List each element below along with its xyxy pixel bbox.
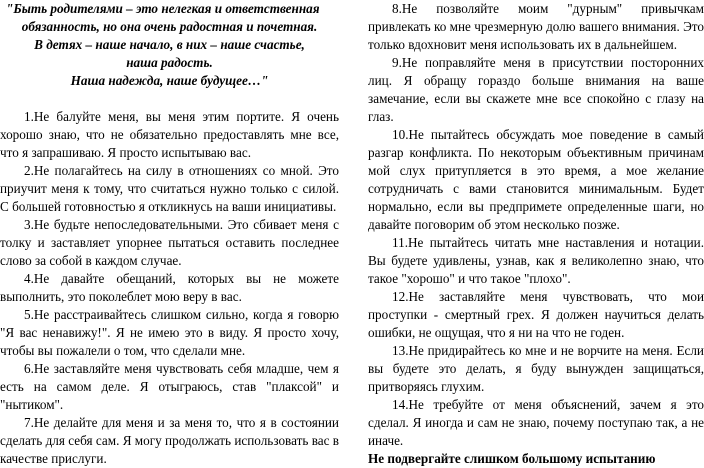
rule-item-5: 5.Не расстраивайтесь слишком сильно, когда я говорю "Я вас ненавижу!". Я не имею это в виду. Я просто хочу, чтобы вы пожалели о том, что сделали мне.: [0, 307, 339, 358]
rule-item-13: 13.Не придирайтесь ко мне и не ворчите на меня. Если вы будете это делать, я буду вынужден защищаться, притворяясь глухим.: [368, 343, 704, 394]
rule-item-3: 3.Не будьте непоследовательными. Это сбивает меня с толку и заставляет упорнее пытаться оставить последнее слово за собой в каждом случае.: [0, 217, 339, 268]
rule-item-12: 12.Не заставляйте меня чувствовать, что мои проступки - смертный грех. Я должен научиться делать ошибки, не ощущая, что я ни на что не годен.: [368, 289, 704, 340]
left-column: [0, 0, 339, 468]
rule-item-14: 14.Не требуйте от меня объяснений, зачем я это сделал. Я иногда и сам не знаю, почему поступаю так, а не иначе.: [368, 397, 704, 448]
rule-item-9: 9.Не поправляйте меня в присутствии посторонних лиц. Я обращу гораздо больше внимания на ваше замечание, если вы скажете мне все спокойно с глазу на глаз.: [368, 55, 704, 124]
rule-item-8: 8.Не позволяйте моим "дурным" привычкам привлекать ко мне чрезмерную долю вашего внимания. Это только вдохновит меня использовать их в дальнейшем.: [368, 1, 704, 52]
rule-item-2: 2.Не полагайтесь на силу в отношениях со мной. Это приучит меня к тому, что считаться нужно только с силой. С большей готовностью я откликнусь на ваши инициативы.: [0, 163, 339, 214]
rule-item-11: 11.Не пытайтесь читать мне наставления и нотации. Вы будете удивлены, узнав, как я великолепно знаю, что такое "хорошо" и что такое "плохо".: [368, 235, 704, 286]
spacer: [0, 90, 339, 108]
rule-item-7: 7.Не делайте для меня и за меня то, что я в состоянии сделать для себя сам. Я могу продолжать использовать вас в качестве прислуги.: [0, 415, 339, 466]
rule-item-4: 4.Не давайте обещаний, которых вы не можете выполнить, это поколеблет мою веру в вас.: [0, 271, 339, 304]
rule-item-10: 10.Не пытайтесь обсуждать мое поведение в самый разгар конфликта. По некоторым объективным причинам мой слух притупляется в это время, а мое желание сотрудничать с вами становится минимальным. Будет нормально, если вы предпримете определенные шаги, но давайте поговорим об этом несколько позже.: [368, 127, 704, 232]
rule-item-6: 6.Не заставляйте меня чувствовать себя младше, чем я есть на самом деле. Я отыграюсь, став "плаксой" и "нытиком".: [0, 361, 339, 412]
closing-heading: Не подвергайте слишком большому испытанию: [368, 451, 656, 466]
epigraph-line: "Быть родителями – это нелегкая и ответственная: [6, 1, 320, 16]
epigraph: [0, 0, 339, 90]
epigraph-line: наша радость.: [126, 55, 213, 70]
epigraph-line: Наша надежда, наше будущее…": [70, 73, 269, 88]
rule-item-1: 1.Не балуйте меня, вы меня этим портите. Я очень хорошо знаю, что не обязательно предоставлять мне все, что я запрашиваю. Я просто испытываю вас.: [0, 109, 339, 160]
epigraph-line: В детях – наше начало, в них – наше счастье,: [34, 37, 305, 52]
epigraph-line: обязанность, но она очень радостная и почетная.: [21, 19, 318, 34]
right-column: [368, 0, 704, 468]
